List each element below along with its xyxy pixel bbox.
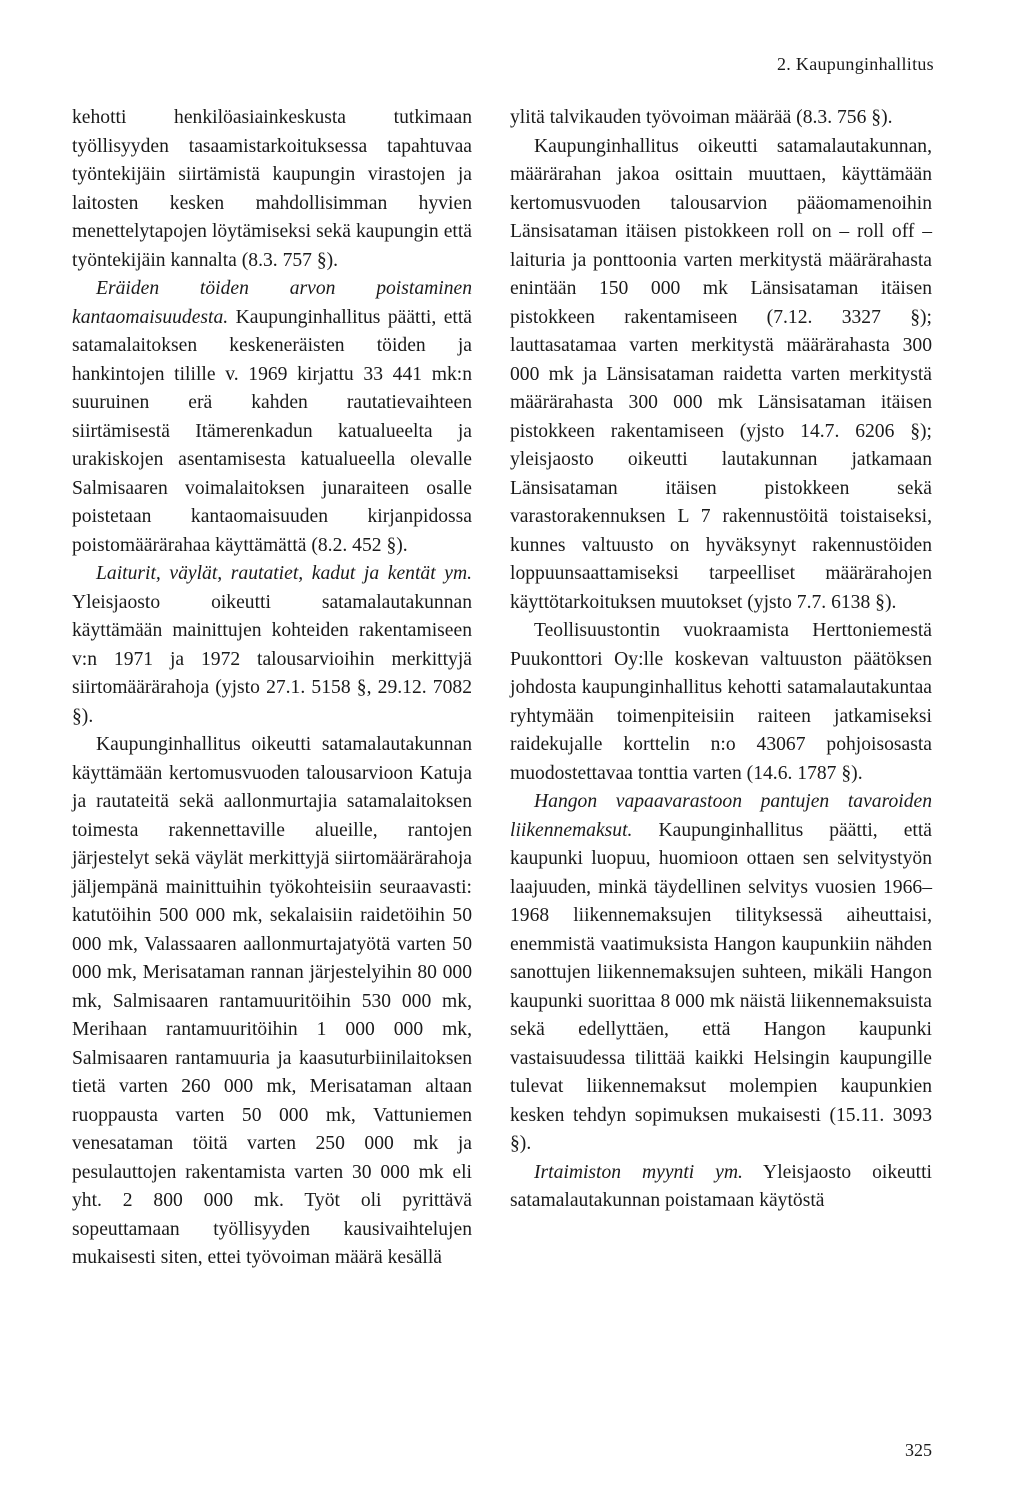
section-heading: Irtaimiston myynti ym. <box>534 1161 743 1183</box>
section-heading: Hangon vapaavarastoon pantujen tavaroiden liikennemaksut. <box>510 791 932 841</box>
paragraph: kehotti henkilöasiainkeskusta tutkimaan työllisyyden tasaamistarkoituksessa tapahtuvaa työntekijäin siirtämistä kaupungin virastojen ja laitosten kesken mahdollisimman hyvien menettelytapojen löytämiseksi sekä kaupungin että työntekijäin kannalta (8.3. 757 §). <box>72 107 472 271</box>
section-paragraph <box>72 275 472 560</box>
paragraph: Kaupunginhallitus oikeutti satamalautakunnan, määrärahan jakoa osittain muuttaen, käyttämään kertomusvuoden talousarvion pääomamenoihin Länsisataman itäisen pistokkeen roll on – roll off –laituria ja ponttoonia varten merkitystä määrärahasta enintään 150 000 mk Länsisataman itäisen pistokkeen rakentamiseen (7.12. 3327 §); lauttasatamaa varten merkitystä määrärahasta 300 000 mk ja Länsisataman raidetta varten merkitystä määrärahasta 300 000 mk Länsisataman itäisen pistokkeen rakentamiseen (yjsto 14.7. 6206 §); yleisjaosto oikeutti lautakunnan jatkamaan Länsisataman itäisen pistokkeen sekä varastorakennuksen L 7 rakennustöitä toistaiseksi, kunnes valtuusto on hyväksynyt rakennustöiden loppuunsaattamiseksi tarpeelliset määrärahojen käyttötarkoituksen muutokset (yjsto 7.7. 6138 §). <box>510 135 932 613</box>
left-column <box>72 104 472 1273</box>
right-column <box>510 104 932 1216</box>
paragraph: ylitä talvikauden työvoiman määrää (8.3. 756 §). <box>510 107 893 128</box>
paragraph-text: Kaupunginhallitus päätti, että satamalaitoksen keskeneräisten töiden ja hankintojen tilille v. 1969 kirjattu 33 441 mk:n suuruinen erä kahden rautatievaihteen siirtämisestä Itämerenkadun katualueelta ja urakiskojen asentamisesta katualueella olevalle Salmisaaren voimalaitoksen junaraiteen osalle poistetaan kantaomaisuuden kirjanpidossa poistomäärärahaa käyttämättä (8.2. 452 §). <box>72 306 472 556</box>
running-header: 2. Kaupunginhallitus <box>777 54 934 74</box>
section-heading: Laiturit, väylät, rautatiet, kadut ja kentät ym. <box>96 563 472 584</box>
paragraph-text: Kaupunginhallitus päätti, että kaupunki luopuu, huomioon ottaen sen selvitystyön laajuuden, minkä täydellinen selvitys vuosien 1966–1968 liikennemaksujen tilityksessä aiheuttaisi, enemmistä vaatimuksista Hangon kaupunkiin nähden sanottujen liikennemaksujen suhteen, mikäli Hangon kaupunki suorittaa 8 000 mk näistä liikennemaksuista sekä edellyttäen, että Hangon kaupunki vastaisuudessa tilittää kaikki Helsingin kaupungille tulevat liikennemaksut molempien kaupunkien kesken tehdyn sopimuksen mukaisesti (15.11. 3093 §). <box>510 819 932 1154</box>
section-paragraph <box>510 1159 932 1216</box>
section-paragraph <box>510 788 932 1159</box>
section-heading: Eräiden töiden arvon poistaminen kantaomaisuudesta. <box>72 278 472 328</box>
paragraph-text: Yleisjaosto oikeutti satamalautakunnan poistamaan käytöstä <box>510 1161 932 1211</box>
paragraph-text: Yleisjaosto oikeutti satamalautakunnan käyttämään mainittujen kohteiden rakentamiseen v:n 1971 ja 1972 talousarvioihin merkittyjä siirtomäärärahoja (yjsto 27.1. 5158 §, 29.12. 7082 §). <box>72 591 472 727</box>
section-paragraph <box>72 560 472 731</box>
paragraph: Kaupunginhallitus oikeutti satamalautakunnan käyttämään kertomusvuoden talousarvioon Katuja ja rautateitä sekä aallonmurtajia satamalaitoksen toimesta rakennettaville alueille, rantojen järjestelyt sekä väylät merkittyjä siirtomäärärahoja jäljempänä mainittuihin työkohteisiin seuraavasti: katutöihin 500 000 mk, sekalaisiin raidetöihin 50 000 mk, Valassaaren aallonmurtajatyötä varten 50 000 mk, Merisataman rannan järjestelyihin 80 000 mk, Salmisaaren rantamuuritöihin 530 000 mk, Merihaan rantamuuritöihin 1 000 000 mk, Salmisaaren rantamuuria ja kaasuturbiinilaitoksen tietä varten 260 000 mk, Merisataman altaan ruoppausta varten 50 000 mk, Vattuniemen venesataman töitä varten 250 000 mk ja pesulauttojen rakentamista varten 30 000 mk eli yht. 2 800 000 mk. Työt oli pyrittävä sopeuttamaan työllisyyden kausivaihtelujen mukaisesti siten, ettei työvoiman määrä kesällä <box>72 734 472 1268</box>
page-number: 325 <box>905 1440 932 1460</box>
paragraph: Teollisuustontin vuokraamista Herttoniemestä Puukonttori Oy:lle koskevan valtuuston päätöksen johdosta kaupunginhallitus kehotti satamalautakuntaa ryhtymään toimenpiteisiin raiteen jatkamiseksi raidekujalle korttelin n:o 43067 pohjoisosasta muodostettavaa tonttia varten (14.6. 1787 §). <box>510 620 932 784</box>
